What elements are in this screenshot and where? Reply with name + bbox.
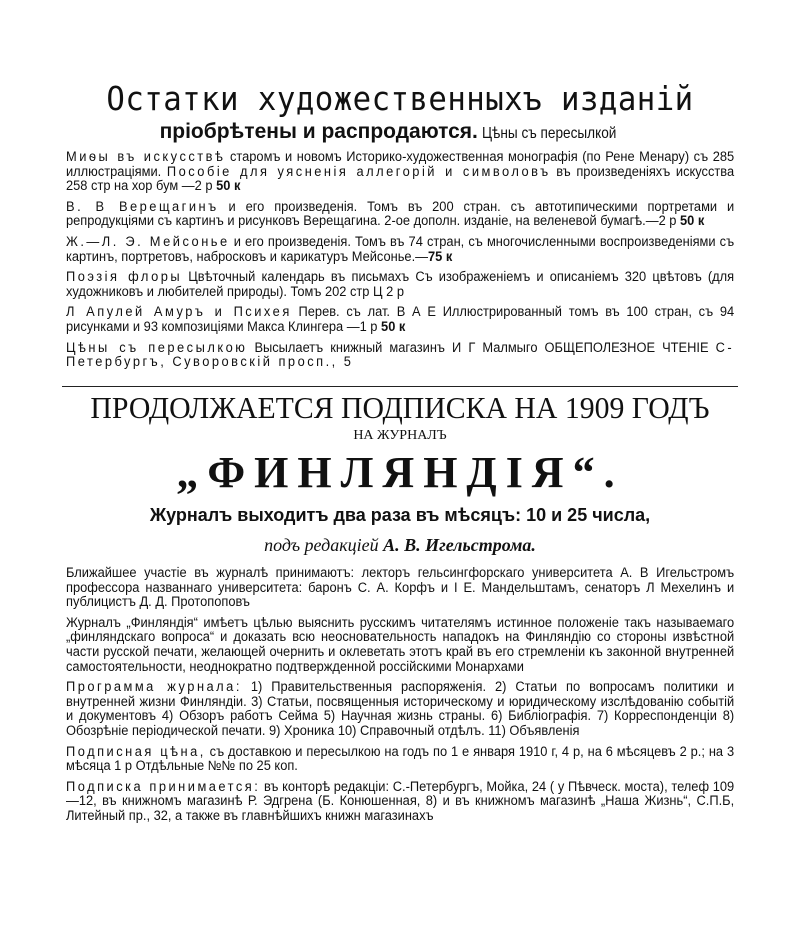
contributors-paragraph: Ближайшее участіе въ журналѣ принимаютъ: лекторъ гельсингфорскаго университета А. В Игельстромъ профессора названнаго университета: баронъ С. А. Корфъ и І Е. Мандельштамъ, сенаторъ Л Мехелинъ и публицистъ Д. Д. Протопоповъ <box>66 565 735 610</box>
book-listing-apuleius: Л Апулей Амуръ и Психея Перев. съ лат. В А Е Иллюстрированный томъ въ 100 стран, съ 94 рисунками и 93 композиціями Макса Клингера —1 р 50 к <box>66 304 735 334</box>
program-paragraph: Программа журнала: 1) Правительственныя распоряженія. 2) Статьи по вопросамъ политики и внутренней жизни Финляндіи. 3) Статьи, посвященныя историческому и юридическому изслѣдованію событій и документовъ 4) Обзоръ работъ Сейма 5) Научная жизнь страны. 6) Библіографія. 7) Корреспонденціи 8) Обозрѣніе періодической печати. 9) Хроника 10) Справочный отдѣлъ. 11) Объявленія <box>66 679 735 738</box>
advert-subtitle-bold: пріобрѣтены и распродаются. <box>159 120 478 143</box>
book-listing-ordering: Цѣны съ пересылкою Высылаетъ книжный магазинъ И Г Малмыго ОБЩЕПОЛЕЗНОЕ ЧТЕНІЕ С-Петербургъ, Суворовскій просп., 5 <box>66 339 735 370</box>
book-listing-meissonier: Ж.—Л. Э. Мейсонье и его произведенія. Томъ въ 74 стран, съ многочисленными воспроизведеніями съ картинъ, портретовъ, набросковъ и карикатуръ Мейсонье.—75 к <box>66 233 735 264</box>
journal-frequency: Журналъ выходитъ два раза въ мѣсяцъ: 10 и 25 числа, <box>149 505 651 525</box>
price: 50 к <box>381 318 406 334</box>
book-listing-myths: Миѳы въ искусствѣ старомъ и новомъ Историко-художественная монографія (по Рене Менару) съ 285 иллюстраціями. Пособіе для уясненія аллегорій и символовъ въ произведеніяхъ искусства 258 стр на хор бум —2 р 50 к <box>66 149 735 194</box>
subscription-locations-paragraph: Подписка принимается: въ конторѣ редакціи: С.-Петербургъ, Мойка, 24 ( у Пѣвческ. моста), телеф 109—12, въ книжномъ магазинѣ Р. Эдгрена (Б. Конюшенная, 8) и въ книжномъ магазинѣ „Наша Жизнь“, С.П.Б, Литейный пр., 32, а также въ главнѣйшихъ книжн магазинахъ <box>66 778 735 823</box>
book-listings <box>66 150 734 376</box>
editor-name: А. В. Игельстрома. <box>383 535 536 555</box>
journal-details <box>66 566 734 830</box>
subscription-headline: ПРОДОЛЖАЕТСЯ ПОДПИСКА НА 1909 ГОДЪ <box>90 390 710 425</box>
advert-subtitle <box>66 119 734 147</box>
price: 50 к <box>216 178 241 194</box>
journal-name: „ФИНЛЯНДІЯ“. <box>176 448 624 497</box>
journal-editor <box>66 533 734 557</box>
price: 50 к <box>680 213 705 229</box>
on-journal-label: НА ЖУРНАЛЪ <box>353 428 447 443</box>
price-paragraph: Подписная цѣна, съ доставкою и пересылкою на годъ по 1 е января 1910 г, 4 р, на 6 мѣсяцевъ 2 р.; на 3 мѣсяца 1 р Отдѣльные №№ по 25 коп. <box>66 743 735 774</box>
book-listing-vereshchagin: В. В Верещагинъ и его произведенія. Томъ въ 200 стран. съ автотипическими портретами и репродукціями съ картинъ и рисунковъ Верещагина. 2-ое дополн. изданіе, на веленевой бумагѣ.—2 р 50 к <box>66 198 735 229</box>
section-divider <box>62 386 738 387</box>
advert-title: Остатки художественныхъ изданій <box>106 79 694 118</box>
advert-subtitle-normal: Цѣны съ пересылкой <box>482 125 617 142</box>
book-listing-flora: Поэзія флоры Цвѣточный календарь въ письмахъ Съ изображеніемъ и описаніемъ 320 цвѣтовъ (для художниковъ и любителей природы). Томъ 202 стр Ц 2 р <box>66 269 735 299</box>
editor-prefix: подъ редакціей <box>264 535 379 555</box>
price: 75 к <box>428 248 453 264</box>
purpose-paragraph: Журналъ „Финляндія“ имѣетъ цѣлью выяснить русскимъ читателямъ истинное положеніе такъ называемаго „финляндскаго вопроса“ и доказать всю неосновательность нападокъ на Финляндію со стороны извѣстной части русской печати, желающей очернить и оклеветать этотъ край въ его стремленіи къ законной внутренней самостоятельности, неоднократно подтвержденной россійскими Монархами <box>66 614 735 674</box>
